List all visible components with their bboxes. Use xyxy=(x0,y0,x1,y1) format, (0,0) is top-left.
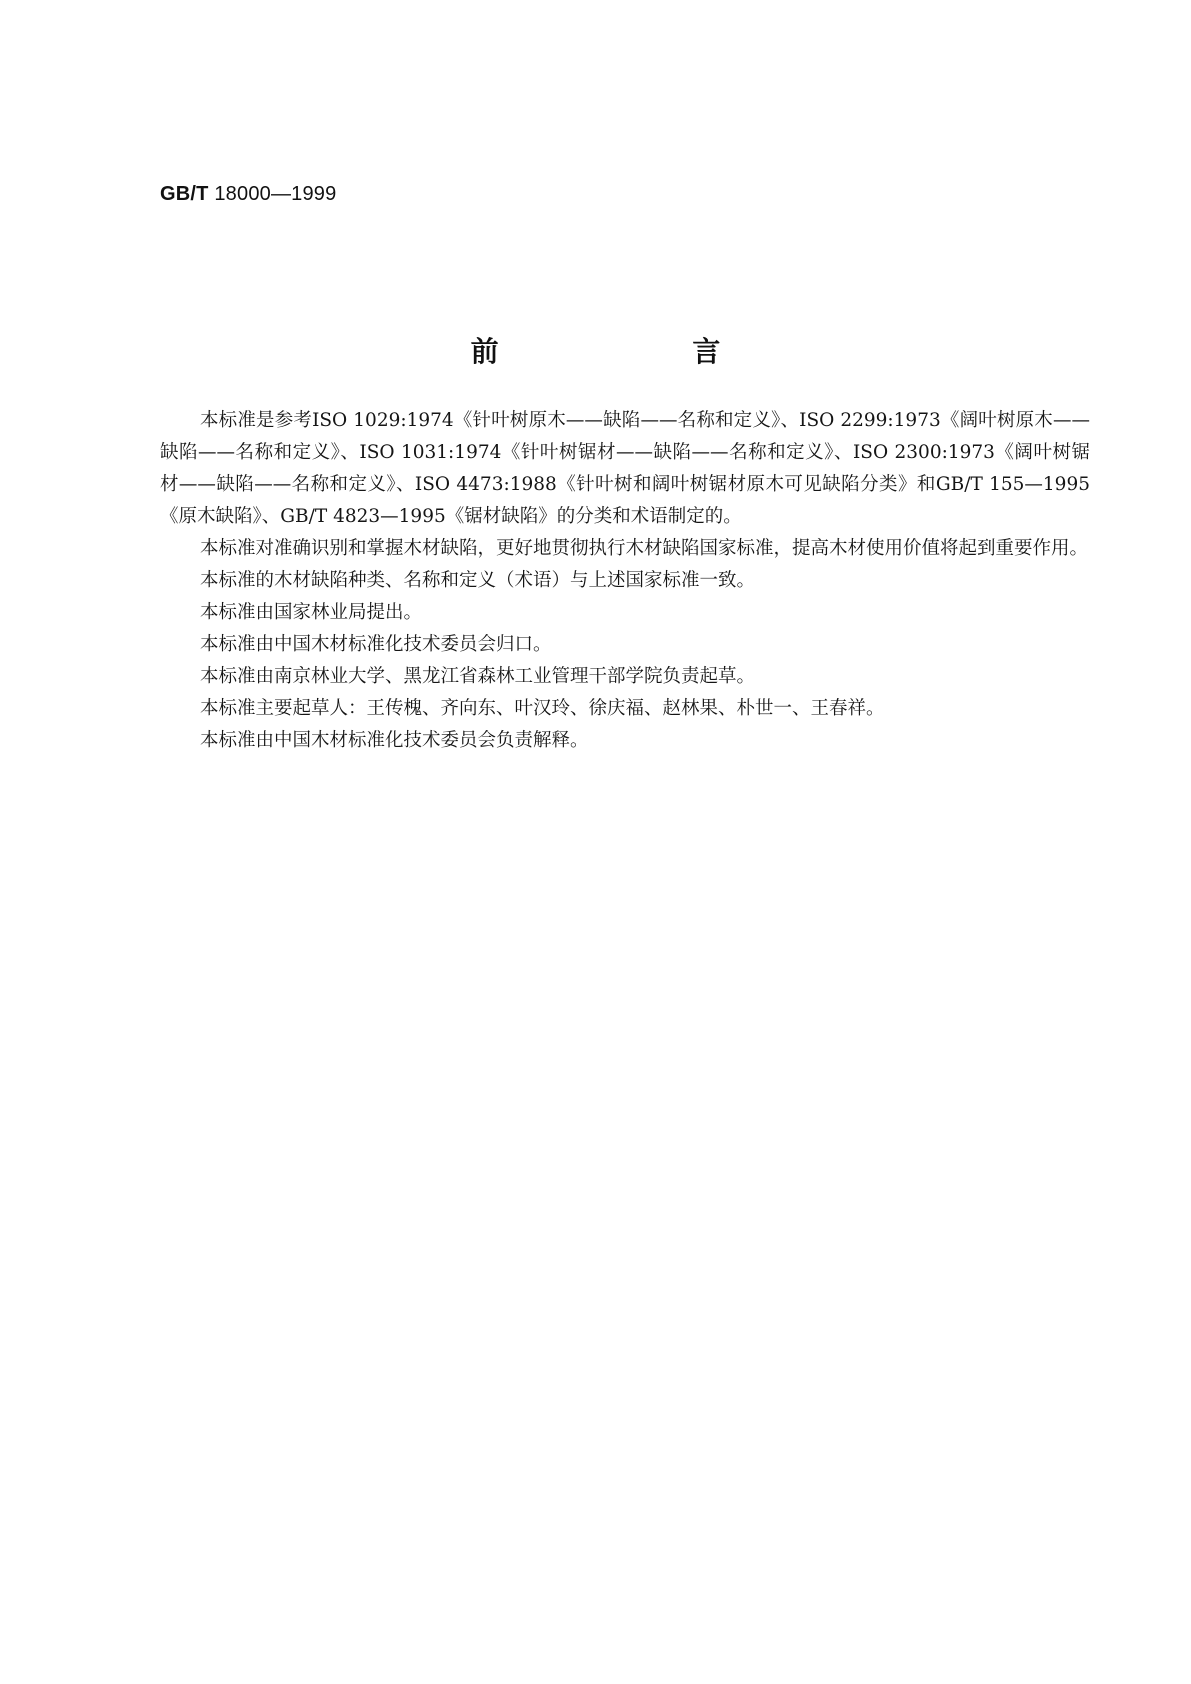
paragraph-consistency: 本标准的木材缺陷种类、名称和定义（术语）与上述国家标准一致。 xyxy=(200,570,756,591)
paragraph-drafted-by: 本标准由南京林业大学、黑龙江省森林工业管理干部学院负责起草。 xyxy=(200,666,756,687)
standard-code-number: 18000—1999 xyxy=(214,183,337,205)
page-title: 前 言 xyxy=(470,335,813,368)
paragraph-managed-by: 本标准由中国木材标准化技术委员会归口。 xyxy=(200,634,552,655)
paragraph-references: 本标准是参考ISO 1029:1974《针叶树原木——缺陷——名称和定义》、ISO 2299:1973《阔叶树原木——缺陷——名称和定义》、ISO 1031:1974《针叶树锯材——缺陷——名称和定义》、ISO 2300:1973《阔叶树锯材——缺陷——名称和定义》、ISO 4473:1988《针叶树和阔叶树锯材原木可见缺陷分类》和GB/T 155—1995《原木缺陷》、GB/T 4823—1995《锯材缺陷》的分类和术语制定的。 xyxy=(160,410,1090,527)
paragraph-drafters: 本标准主要起草人：王传槐、齐向东、叶汉玲、徐庆福、赵林果、朴世一、王春祥。 xyxy=(200,698,885,719)
foreword-body xyxy=(160,405,1090,757)
paragraph-interpretation: 本标准由中国木材标准化技术委员会负责解释。 xyxy=(200,730,589,751)
paragraph-proposed-by: 本标准由国家林业局提出。 xyxy=(200,602,423,623)
paragraph-purpose: 本标准对准确识别和掌握木材缺陷，更好地贯彻执行木材缺陷国家标准，提高木材使用价值将起到重要作用。 xyxy=(200,538,1089,559)
standard-code xyxy=(160,183,336,206)
standard-code-prefix: GB/T xyxy=(160,183,209,205)
